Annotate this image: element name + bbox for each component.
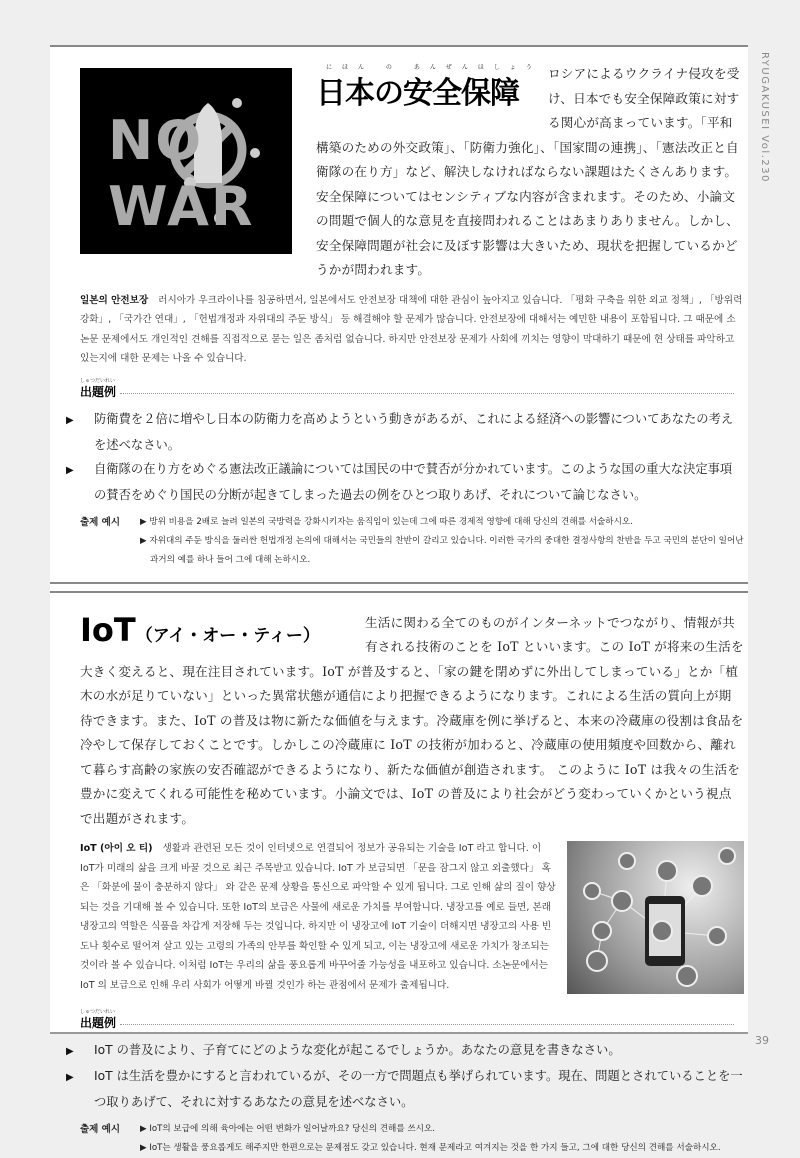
triangle-bullet-icon: ▶ (66, 414, 74, 426)
example-label: 출제 예시 (80, 1124, 121, 1135)
page-number: 39 (755, 1034, 769, 1047)
exam-ruby: しゅつだいれい (80, 1009, 116, 1015)
exam-heading (80, 377, 744, 403)
example-text: 자위대의 주둔 방식을 둘러싼 헌법개정 논의에 대해서는 국민들의 찬반이 갈리고 있습니다. 이러한 국가의 중대한 결정사항의 찬반을 두고 국민의 분단이 일어난 과거의 예를 하나 들어 그에 대해 논하시오. (149, 535, 744, 565)
example-block (80, 1120, 744, 1158)
example-text: IoT의 보급에 의해 육아에는 어떤 변화가 일어날까요? 당신의 견해를 쓰시오. (149, 1124, 436, 1134)
dotted-divider (120, 1024, 734, 1025)
triangle-bullet-icon: ▶ (66, 464, 74, 476)
question-text: IoT は生活を豊かにすると言われているが、その一方で問題点も挙げられています。現在、問題とされていることを一つ取りあげて、それに対するあなたの意見を述べなさい。 (94, 1069, 743, 1109)
page-content (66, 62, 744, 1158)
korean-body: 생활과 관련된 모든 것이 인터넷으로 연결되어 정보가 공유되는 기술을 IoT 라고 합니다. 이 IoT가 미래의 삶을 크게 바꿀 것으로 최근 주목받고 있습니다. IoT 가 보급되면 「문을 잠그지 않고 외출했다」 혹은 「화분에 물이 충분하지 않다」 와 같은 문제 상황을 통신으로 파악할 수 있게 됩니다. 그로 인해 삶의 질이 향상되는 것을 기대해 볼 수 있습니다. 또한 IoT의 보급은 사물에 새로운 가치를 부여합니다. 냉장고를 예로 들면, 본래 냉장고의 역할은 식품을 차갑게 저장해 두는 것입니다. 하지만 이 냉장고에 IoT 기술이 더해지면 냉장고의 사용 빈도나 횟수로 떨어져 살고 있는 고령의 가족의 안부를 확인할 수 있게 되고, 이는 냉장고에 새로운 가치가 창조되는 것이라 볼 수 있습니다. 이처럼 IoT는 우리의 삶을 풍요롭게 바꾸어줄 가능성을 내포하고 있습니다. 소논문에서는 IoT 의 보급으로 인해 우리 사회가 어떻게 바뀔 것인가 하는 관점에서 문제가 출제됩니다. (80, 843, 556, 991)
exam-ruby: しゅつだいれい (80, 377, 116, 384)
korean-label: IoT (아이 오 티) (80, 843, 153, 854)
exam-label: 出題例 (80, 384, 117, 399)
question-text: 自衛隊の在り方をめぐる憲法改正議論については国民の中で賛否が分かれています。このような国の重大な決定事項の賛否をめぐり国民の分断が起きてしまった過去の例をひとつ取りあげ、それについて論じなさい。 (94, 461, 733, 502)
page-title: 日本の安全保障 (316, 76, 519, 111)
korean-label: 일본의 안전보장 (80, 294, 149, 306)
section-divider (50, 582, 748, 593)
section2-title-block (80, 611, 365, 659)
exam-heading (80, 1009, 744, 1034)
exam-label: 出題例 (80, 1016, 117, 1030)
section2-korean-row (80, 839, 744, 1000)
example-label: 출제 예시 (80, 516, 121, 528)
title-ruby: にほん の あんぜんほしょう (326, 64, 542, 71)
section2-body: 生活に関わる全てのものがインターネットでつながり、情報が共有される技術のことを IoT といいます。この IoT が将来の生活を大きく変えると、現在注目されています。IoT が普及すると、「家の鍵を閉めずに外出してしまっている」とか「植木の水が足りていない」といった異常状態が通信により把握できるようになります。これによる生活の質向上が期待できます。また、IoT の普及は物に新たな価値を与えます。冷蔵庫を例に挙げると、本来の冷蔵庫の役割は食品を冷やして保存しておくことです。しかしこの冷蔵庫に IoT の技術が加わると、冷蔵庫の使用頻度や回数から、離れて暮らす高齢の家族の安否確認ができるようになり、新たな価値が創造されます。 このように IoT は我々の生活を豊かに変えてくれる可能性を秘めています。小論文では、IoT の普及により社会がどう変わっていくかという視点で出題がされます。 (80, 614, 744, 826)
example-block (80, 513, 744, 570)
korean-body: 러시아가 우크라이나를 침공하면서, 일본에서도 안전보장 대책에 대한 관심이 높아지고 있습니다. 「평화 구축을 위한 외교 정책」, 「방위력 강화」, 「국가간 연대」, 「헌법개정과 자위대의 주둔 방식」 등 해결해야 할 문제가 많습니다. 안전보장에 대해서는 예민한 내용이 포함됩니다. 그 때문에 소논문 문제에서도 개인적인 견해를 직접적으로 묻는 일은 좀처럼 없습니다. 하지만 안전보장 문제가 사회에 끼치는 영향이 막대하기 때문에 현 상태를 파악하고 있는지에 대한 문제는 나올 수 있습니다. (80, 294, 743, 364)
question-item (66, 457, 744, 507)
section1-title-block (316, 62, 548, 112)
section1-intro (80, 62, 744, 283)
question-item (66, 1064, 744, 1114)
triangle-bullet-icon: ▶ (66, 1046, 74, 1057)
question-text: 防衛費を２倍に増やし日本の防衛力を高めようという動きがあるが、これによる経済への影響についてあなたの考えを述べなさい。 (94, 411, 734, 452)
question-item (66, 407, 744, 457)
example-text: 방위 비용을 2배로 늘려 일본의 국방력을 강화시키자는 움직임이 있는데 그에 따른 경제적 영향에 대해 당신의 견해를 서술하시오. (149, 516, 633, 527)
question-list (66, 1038, 744, 1114)
section2-subtitle: （アイ・オー・ティー） (135, 625, 320, 646)
example-text: IoT는 생활을 풍요롭게도 해주지만 한편으로는 문제점도 갖고 있습니다. 현재 문제라고 여겨지는 것을 한 가지 들고, 그에 대한 당신의 견해를 서술하시오. (149, 1143, 721, 1153)
example-item: ▶ 자위대의 주둔 방식을 둘러싼 헌법개정 논의에 대해서는 국민들의 찬반이 갈리고 있습니다. 이러한 국가의 중대한 결정사항의 찬반을 두고 국민의 분단이 일어난 과거의 예를 하나 들어 그에 대해 논하시오. (140, 535, 744, 565)
iot-smartphone-image (567, 841, 744, 994)
example-item: ▶ IoT의 보급에 의해 육아에는 어떤 변화가 일어날까요? 당신의 견해를 쓰시오. (140, 1124, 436, 1134)
section2-intro (80, 611, 744, 832)
example-item: ▶ IoT는 생활을 풍요롭게도 해주지만 한편으로는 문제점도 갖고 있습니다. 현재 문제라고 여겨지는 것을 한 가지 들고, 그에 대한 당신의 견해를 서술하시오. (140, 1143, 721, 1153)
section1-korean (80, 291, 744, 369)
question-text: IoT の普及により、子育てにどのような変化が起こるでしょうか。あなたの意見を書きなさい。 (94, 1043, 621, 1057)
section1-body: ロシアによるウクライナ侵攻を受け、日本でも安全保障政策に対する関心が高まっています。「平和構築のための外交政策」、「防衛力強化」、「国家間の連携」、「憲法改正と自衛隊の在り方」など、解決しなければならない課題はたくさんあります。安全保障についてはセンシティブな内容が含まれます。そのため、小論文の問題で個人的な意見を直接問われることはあまりありません。しかし、安全保障問題が社会に及ぼす影響は大きいため、現状を把握しているかどうかが問われます。 (316, 66, 740, 277)
no-war-text: NO WAR (108, 109, 255, 238)
dotted-divider (120, 393, 734, 394)
triangle-bullet-icon: ▶ (66, 1072, 74, 1083)
section2-title: IoT (80, 610, 136, 649)
no-war-image (80, 68, 292, 254)
example-item: ▶ 방위 비용을 2배로 늘려 일본의 국방력을 강화시키자는 움직임이 있는데 그에 따른 경제적 영향에 대해 당신의 견해를 서술하시오. (140, 516, 633, 527)
magazine-label: RYUGAKUSEI Vol.230 (759, 52, 770, 183)
question-item (66, 1038, 744, 1064)
question-list (66, 407, 744, 507)
